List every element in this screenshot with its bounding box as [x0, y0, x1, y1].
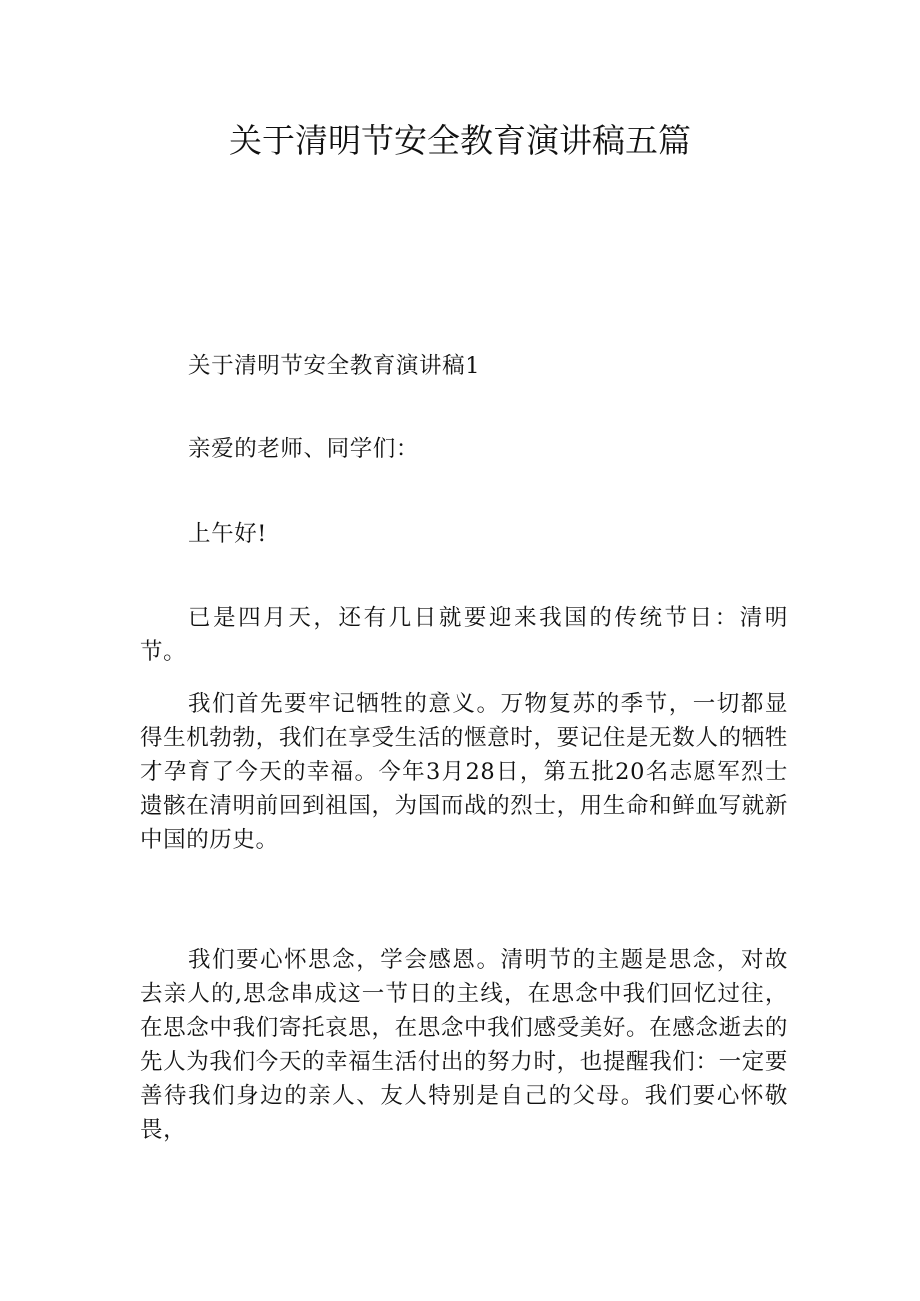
intro-paragraph: 已是四月天，还有几日就要迎来我国的传统节日：清明节。 — [140, 605, 788, 665]
body-paragraph-1: 我们首先要牢记牺牲的意义。万物复苏的季节，一切都显得生机勃勃，我们在享受生活的惬意时，要记住是无数人的牺牲才孕育了今天的幸福。今年3月28日，第五批20名志愿军烈士遗骸在清明前回到祖国，为国而战的烈士，用生命和鲜血写就新中国的历史。 — [140, 691, 788, 853]
salutation-paragraph: 亲爱的老师、同学们： — [188, 436, 420, 462]
body-paragraph-2: 我们要心怀思念，学会感恩。清明节的主题是思念，对故去亲人的,思念串成这一节日的主线，在思念中我们回忆过往，在思念中我们寄托哀思，在思念中我们感受美好。在感念逝去的先人为我们今天的幸福生活付出的努力时，也提醒我们：一定要善待我们身边的亲人、友人特别是自己的父母。我们要心怀敬畏， — [140, 947, 788, 1143]
section-heading: 关于清明节安全教育演讲稿1 — [188, 353, 481, 379]
document-title: 关于清明节安全教育演讲稿五篇 — [229, 121, 691, 160]
greeting-paragraph: 上午好! — [188, 521, 267, 547]
